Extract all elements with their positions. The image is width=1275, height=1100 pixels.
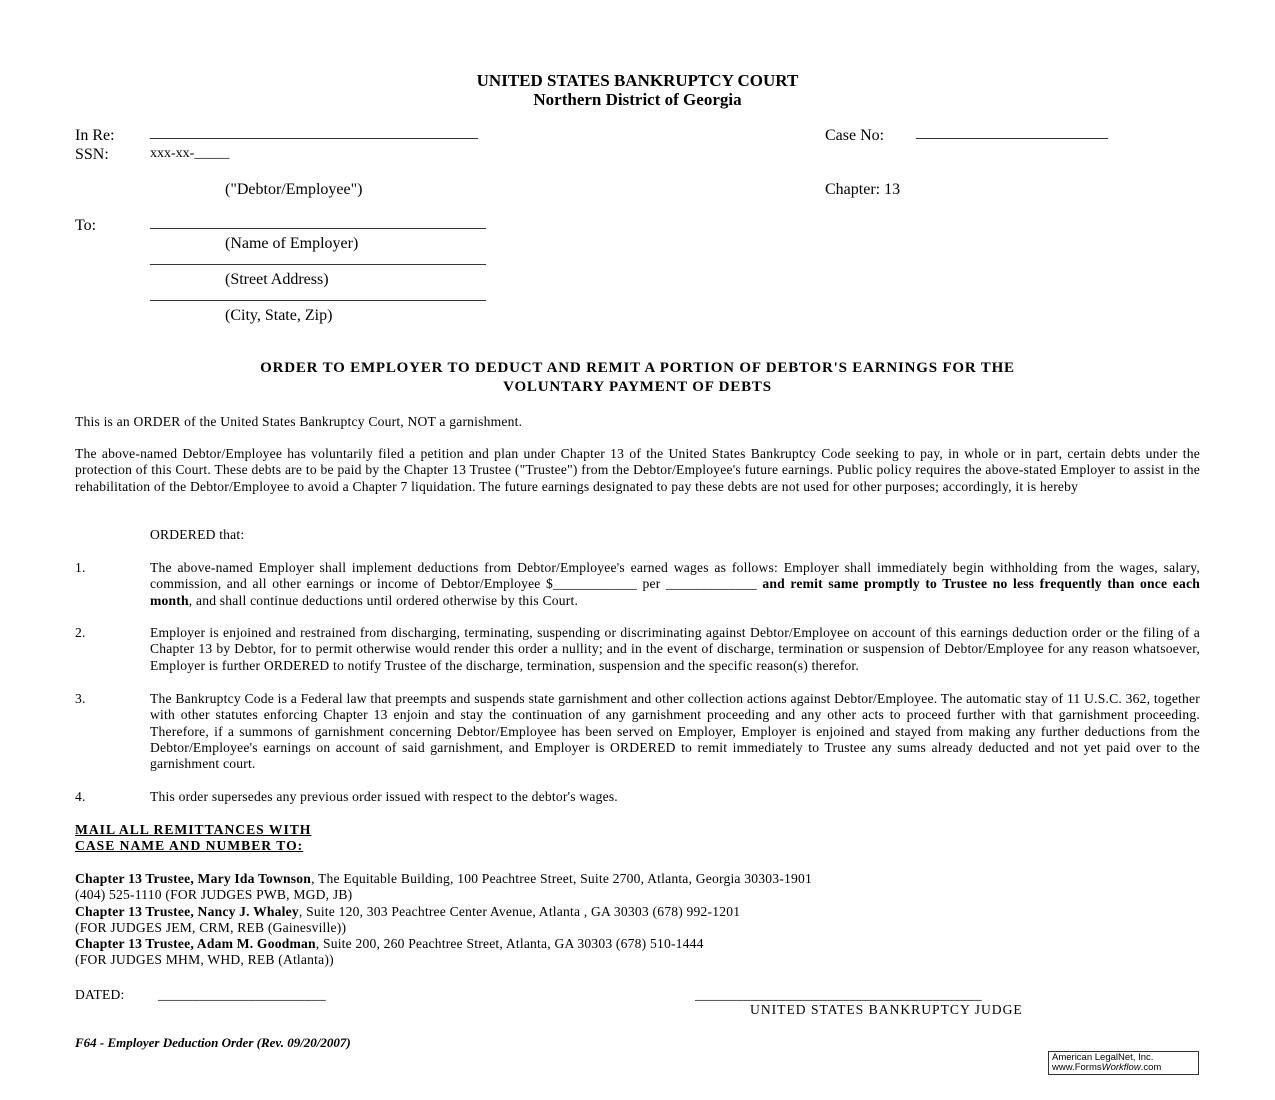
item-text: Employer is enjoined and restrained from discharging, terminating, suspending or discriminating against Debtor/Employee on account of this earnings deduction order or the filing of a Chapter 13 by Debtor, for to permit otherwise would render this order a nullity; and in the event of discharge, termination or suspension of Debtor/Employee for any reason whatsoever, Employer is further ORDERED to notify Trustee of the discharge, termination, suspension and the specific reason(s) therefor.	[150, 625, 1200, 673]
chapter: Chapter: 13	[825, 181, 901, 198]
item-text: This order supersedes any previous order issued with respect to the debtor's wages.	[150, 789, 618, 804]
item-text-tail: , and shall continue deductions until ordered otherwise by this Court.	[188, 592, 579, 608]
trustee-name: Chapter 13 Trustee, Adam M. Goodman	[75, 936, 316, 952]
district-name: Northern District of Georgia	[533, 90, 742, 109]
item-number: 4.	[75, 789, 86, 804]
trustee-address: , Suite 200, 260 Peachtree Street, Atlanta, GA 30303 (678) 510-1444	[315, 936, 704, 952]
logo-url-pre: www.Forms	[1052, 1062, 1102, 1073]
logo-url-post: .com	[1140, 1062, 1162, 1073]
item-text: The above-named Employer shall implement deductions from Debtor/Employee's earned wages as follows: Employer shall immediately begin withholding from the wages, salary, commission, and all other earnings or income of Debtor/Employee $____________ per _____________	[150, 560, 1200, 592]
order-title	[75, 359, 1200, 397]
in-re-label: In Re:	[75, 127, 115, 144]
judge-label: UNITED STATES BANKRUPTCY JUDGE	[750, 1002, 1023, 1017]
city-label: (City, State, Zip)	[225, 307, 333, 324]
order-title-line2: VOLUNTARY PAYMENT OF DEBTS	[503, 379, 772, 395]
trustee-name: Chapter 13 Trustee, Nancy J. Whaley	[75, 903, 299, 919]
order-item-2	[75, 625, 1200, 674]
item-number: 2.	[75, 625, 86, 640]
item-number: 1.	[75, 560, 86, 575]
mail-heading	[75, 822, 311, 855]
dated-label: DATED:	[75, 987, 125, 1002]
trustee-address: , The Equitable Building, 100 Peachtree Street, Suite 2700, Atlanta, Georgia 30303-1901	[311, 871, 812, 886]
city-line[interactable]: __________________________________________	[150, 286, 486, 303]
order-item-3	[75, 691, 1200, 772]
order-item-4	[75, 789, 1200, 805]
in-re-line[interactable]: _________________________________________	[150, 124, 478, 141]
trustee-judges: (FOR JUDGES JEM, CRM, REB (Gainesville))	[75, 919, 347, 935]
to-label: To:	[75, 217, 97, 234]
item-bold-text: and remit same promptly to Trustee no less frequently than once each month	[150, 576, 1200, 608]
dated-line[interactable]: ________________________	[158, 987, 326, 1002]
item-text: The Bankruptcy Code is a Federal law that preempts and suspends state garnishment and other collection actions against Debtor/Employee. The automatic stay of 11 U.S.C. 362, together with other statutes enforcing Chapter 13 enjoin and stay the continuation of any garnishment proceeding and any other acts to proceed further with that garnishment proceeding. Therefore, if a summons of garnishment concerning Debtor/Employee has been served on Employer, Employer is enjoined and stayed from making any further deductions from the Debtor/Employee's earnings on account of said garnishment, and Employer is ORDERED to remit immediately to Trustee any sums already deducted and not yet paid over to the garnishment court.	[150, 691, 1200, 772]
trustee-whaley	[75, 904, 1200, 920]
employer-label: (Name of Employer)	[225, 235, 359, 252]
logo-line1: American LegalNet, Inc.	[1052, 1052, 1154, 1063]
trustee-name: Chapter 13 Trustee, Mary Ida Townson	[75, 871, 312, 886]
street-line[interactable]: __________________________________________	[150, 250, 486, 267]
trustee-goodman	[75, 936, 1200, 952]
mail-heading-line2: CASE NAME AND NUMBER TO:	[75, 838, 304, 854]
american-legalnet-logo	[1048, 1051, 1199, 1075]
street-label: (Street Address)	[225, 271, 329, 288]
order-title-line1: ORDER TO EMPLOYER TO DEDUCT AND REMIT A PORTION OF DEBTOR'S EARNINGS FOR THE	[260, 360, 1015, 376]
case-no-label: Case No:	[825, 127, 885, 144]
ssn-label: SSN:	[75, 146, 109, 163]
trustee-list	[75, 871, 1200, 969]
trustee-judges: (FOR JUDGES MHM, WHD, REB (Atlanta))	[75, 952, 334, 968]
form-number: F64 - Employer Deduction Order (Rev. 09/20/2007)	[75, 1035, 351, 1050]
mail-heading-line1: MAIL ALL REMITTANCES WITH	[75, 822, 312, 837]
order-item-1	[75, 560, 1200, 609]
item-number: 3.	[75, 691, 86, 706]
trustee-address: , Suite 120, 303 Peachtree Center Avenue, Atlanta , GA 30303 (678) 992-1201	[298, 903, 741, 919]
logo-line2	[1052, 1063, 1195, 1073]
trustee-judges: (404) 525-1110 (FOR JUDGES PWB, MGD, JB)	[75, 887, 353, 903]
preamble-paragraph: The above-named Debtor/Employee has voluntarily filed a petition and plan under Chapter 13 of the United States Bankruptcy Code seeking to pay, in whole or in part, certain debts under the protection of this Court. These debts are to be paid by the Chapter 13 Trustee ("Trustee") from the Debtor/Employee's future earnings. Public policy requires the above-stated Employer to assist in the rehabilitation of the Debtor/Employee to avoid a Chapter 7 liquidation. The future earnings designated to pay these debts are not used for other purposes; accordingly, it is hereby	[75, 446, 1200, 494]
employer-line[interactable]: __________________________________________	[150, 214, 486, 231]
judge-signature-line[interactable]: _________________________________________	[695, 987, 982, 1002]
intro: This is an ORDER of the United States Bankruptcy Court, NOT a garnishment.	[75, 414, 523, 429]
trustee-townson	[75, 871, 1200, 887]
ssn-value[interactable]: xxx-xx-_____	[150, 146, 230, 161]
ordered-that: ORDERED that:	[150, 527, 245, 542]
logo-url-italic: Workflow	[1101, 1062, 1141, 1073]
case-no-line[interactable]: ________________________	[916, 124, 1108, 141]
court-name: UNITED STATES BANKRUPTCY COURT	[476, 71, 799, 90]
debtor-label: ("Debtor/Employee")	[225, 181, 363, 198]
